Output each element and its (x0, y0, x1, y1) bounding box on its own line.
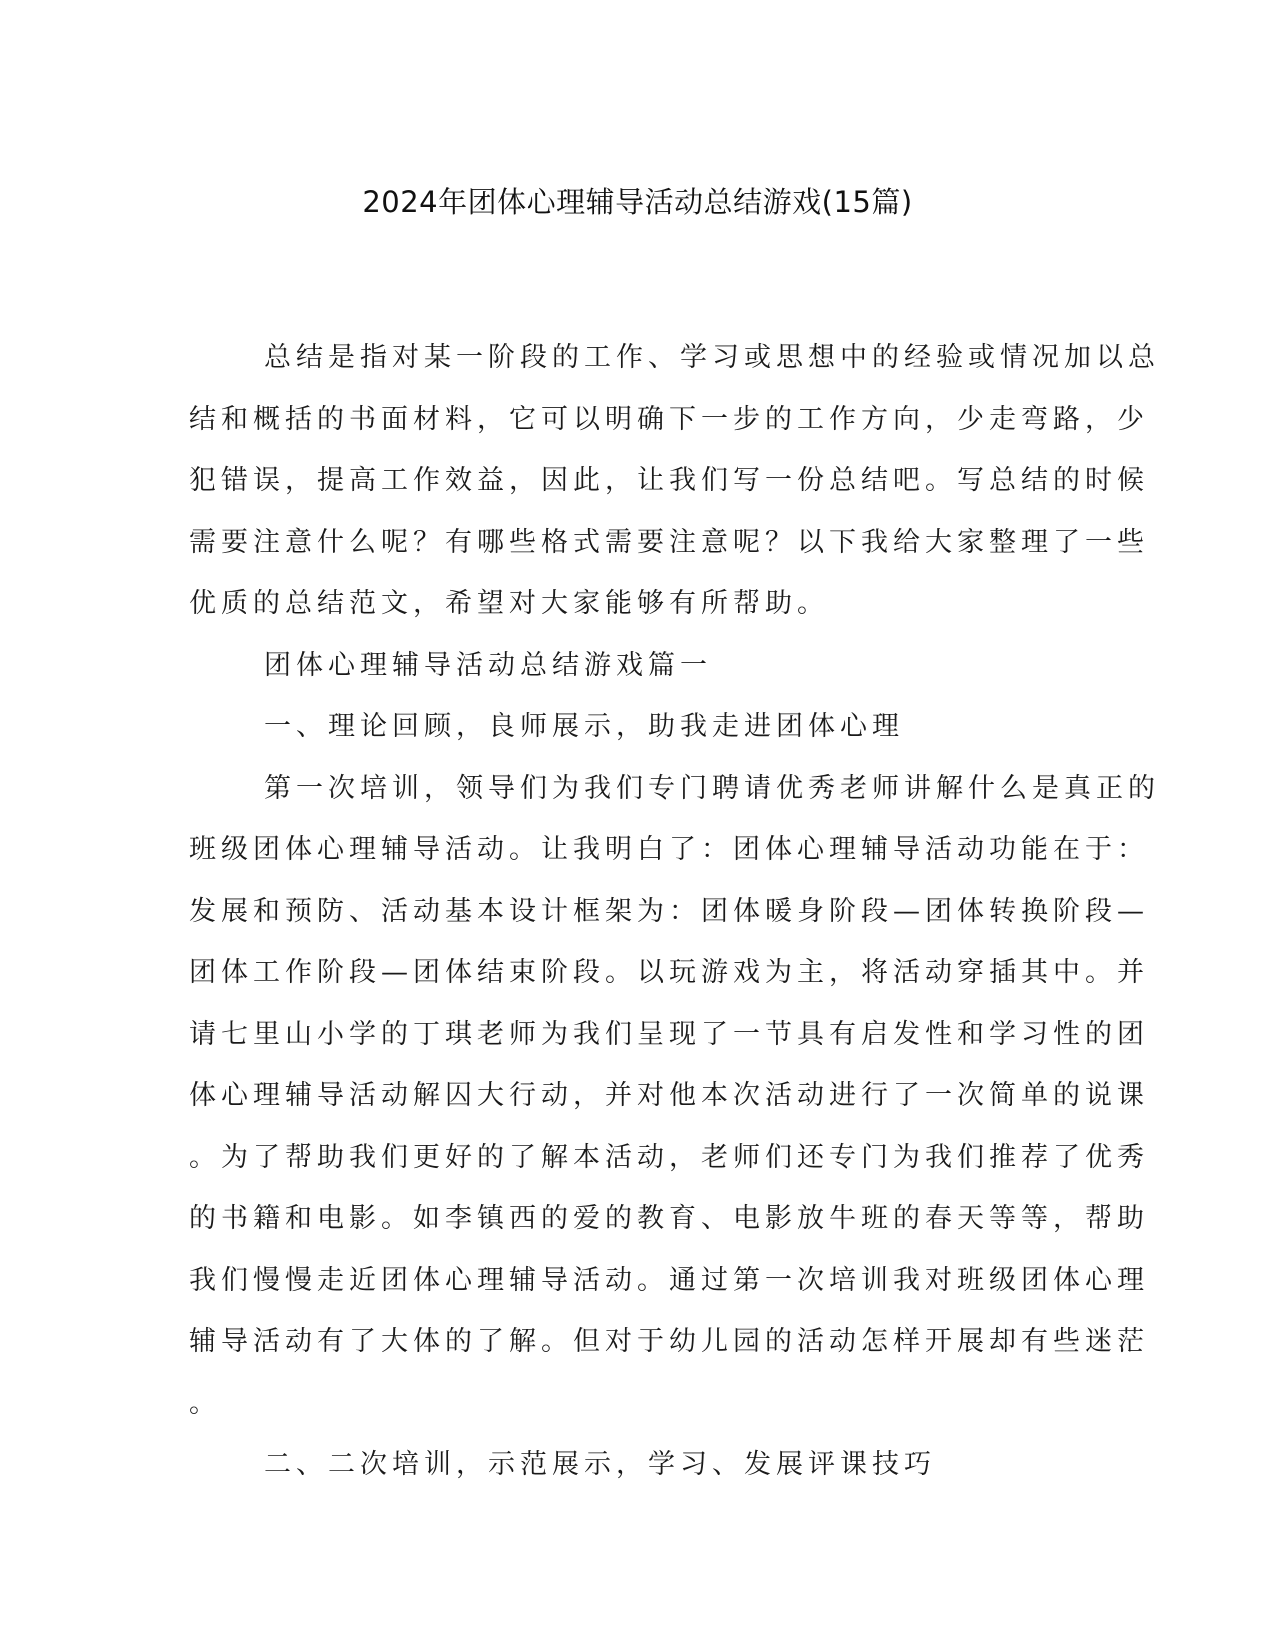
paragraph-training-line-7: 。为了帮助我们更好的了解本活动，老师们还专门为我们推荐了优秀 (189, 1141, 1149, 1173)
paragraph-intro-line-4: 需要注意什么呢？有哪些格式需要注意呢？以下我给大家整理了一些 (189, 526, 1149, 558)
paragraph-training-line-5: 请七里山小学的丁琪老师为我们呈现了一节具有启发性和学习性的团 (189, 1018, 1149, 1050)
document-title: 2024年团体心理辅导活动总结游戏(15篇) (362, 185, 913, 219)
paragraph-training-line-10: 辅导活动有了大体的了解。但对于幼儿园的活动怎样开展却有些迷茫 (189, 1326, 1149, 1357)
paragraph-intro-line-2: 结和概括的书面材料，它可以明确下一步的工作方向，少走弯路，少 (189, 403, 1149, 435)
document-body (189, 327, 1160, 1496)
paragraph-training-line-2: 班级团体心理辅导活动。让我明白了：团体心理辅导活动功能在于： (189, 834, 1149, 865)
paragraph-intro-line-3: 犯错误，提高工作效益，因此，让我们写一份总结吧。写总结的时候 (189, 465, 1149, 496)
paragraph-training-line-1: 第一次培训，领导们为我们专门聘请优秀老师讲解什么是真正的 (264, 772, 1160, 804)
paragraph-training-line-8: 的书籍和电影。如李镇西的爱的教育、电影放牛班的春天等等，帮助 (189, 1203, 1149, 1234)
paragraph-training-line-9: 我们慢慢走近团体心理辅导活动。通过第一次培训我对班级团体心理 (189, 1264, 1149, 1296)
paragraph-training-line-11: 。 (189, 1387, 221, 1419)
paragraph-training-line-3: 发展和预防、活动基本设计框架为：团体暖身阶段—团体转换阶段— (189, 895, 1149, 927)
subheading-one: 一、理论回顾，良师展示，助我走进团体心理 (264, 711, 904, 742)
subheading-two: 二、二次培训，示范展示，学习、发展评课技巧 (264, 1449, 936, 1480)
paragraph-training-line-4: 团体工作阶段—团体结束阶段。以玩游戏为主，将活动穿插其中。并 (189, 957, 1149, 988)
paragraph-training-line-6: 体心理辅导活动解囚大行动，并对他本次活动进行了一次简单的说课 (189, 1080, 1149, 1111)
section-heading-part-one: 团体心理辅导活动总结游戏篇一 (264, 649, 712, 681)
paragraph-intro-line-5: 优质的总结范文，希望对大家能够有所帮助。 (189, 588, 829, 619)
paragraph-intro-line-1: 总结是指对某一阶段的工作、学习或思想中的经验或情况加以总 (264, 342, 1160, 373)
